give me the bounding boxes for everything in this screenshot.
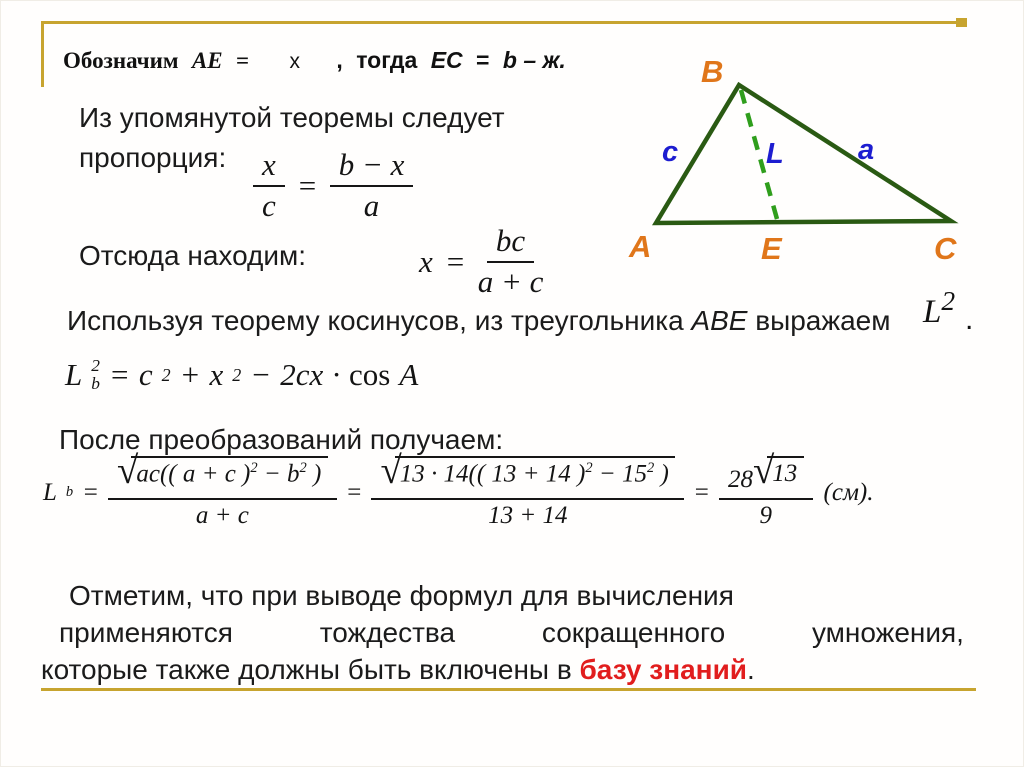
- radical-expression: [371, 449, 684, 500]
- cosine-formula: [65, 357, 418, 393]
- note-line-1: Отметим, что при выводе формул для вычисления: [69, 580, 734, 611]
- math-token: c: [138, 357, 153, 393]
- fraction: [371, 449, 684, 529]
- radical-expression: [719, 449, 813, 500]
- math-token: 2cx: [280, 357, 324, 393]
- intro-line-1: Из упомянутой теоремы следует: [79, 102, 505, 133]
- math-token: 28: [727, 466, 753, 493]
- math-token: cos: [348, 357, 391, 393]
- triangle-figure: [606, 49, 986, 269]
- side-label-c: c: [662, 136, 679, 168]
- radical-sign: √: [117, 449, 139, 493]
- sup-sub-stack: [91, 357, 100, 393]
- triangle-outline: [656, 85, 951, 223]
- bisector-label: L: [766, 138, 784, 170]
- proportion-formula: [253, 149, 413, 222]
- x-formula: [419, 225, 543, 298]
- math-token: =: [296, 167, 318, 203]
- math-token: L: [65, 357, 83, 393]
- vertex-label-c: C: [934, 231, 957, 266]
- radicand: [395, 456, 675, 488]
- fraction: [478, 225, 544, 298]
- b-minus-expression: b – ж.: [502, 47, 566, 73]
- vertex-label-a: A: [629, 229, 652, 264]
- radical-sign: √: [380, 449, 402, 493]
- math-token: b: [65, 484, 74, 500]
- note-word: умножения,: [811, 617, 964, 648]
- math-token: 2: [91, 356, 100, 375]
- note-line-3: [41, 653, 755, 687]
- note-text: которые также должны быть включены в: [41, 654, 580, 685]
- lb-squared-overlay: [923, 284, 955, 333]
- top-gold-rule: [41, 21, 965, 24]
- math-token: c: [262, 187, 276, 223]
- side-label-a: a: [858, 134, 875, 166]
- math-token: =: [693, 478, 710, 506]
- math-token: bc: [487, 225, 534, 263]
- note-word: тождества: [319, 617, 456, 648]
- definition-lead: Обозначим: [63, 48, 179, 73]
- math-token: 13 + 14: [488, 501, 568, 529]
- math-token: a + c: [195, 501, 249, 529]
- comma: ,: [336, 47, 343, 73]
- cosine-intro-line: [67, 285, 1007, 338]
- note-line-2: [59, 616, 964, 650]
- equals-sign-2: =: [476, 47, 490, 73]
- radical-sign: √: [752, 449, 775, 493]
- top-gold-rule-cap: [956, 18, 967, 27]
- math-token: 2: [161, 364, 171, 385]
- segment-ae: AE: [191, 48, 223, 73]
- math-token: L: [43, 478, 57, 506]
- radicand: [131, 456, 327, 488]
- math-token: L: [923, 294, 942, 330]
- conclusion-label: Отсюда находим:: [79, 240, 307, 271]
- math-token: x: [209, 357, 224, 393]
- math-token: b − x: [330, 149, 414, 187]
- square-root: [117, 449, 328, 495]
- units-label: (см).: [823, 478, 874, 506]
- math-token: −: [250, 357, 272, 393]
- result-formula: [43, 449, 874, 529]
- fraction: [719, 449, 813, 529]
- cosine-intro-text-end: выражаем: [747, 305, 891, 336]
- math-token: 2: [585, 460, 593, 476]
- math-token: 2: [250, 460, 258, 476]
- math-token: x: [253, 149, 285, 187]
- note-period: .: [747, 654, 755, 685]
- math-token: b: [91, 374, 100, 394]
- cosine-intro-text: Используя теорему косинусов, из треугольника: [67, 305, 692, 336]
- math-token: 2: [941, 285, 956, 316]
- math-token: 9: [759, 501, 772, 529]
- math-token: 13 · 14(( 13 + 14 ): [399, 460, 586, 488]
- math-token: a: [363, 187, 380, 223]
- math-token: a + c: [477, 263, 544, 299]
- knowledge-base-highlight: базу знаний: [579, 654, 748, 685]
- fraction: [253, 149, 285, 222]
- math-token: ): [306, 460, 322, 488]
- math-token: +: [179, 357, 201, 393]
- vertex-label-e: E: [761, 231, 782, 266]
- math-token: − 15: [592, 460, 648, 488]
- transform-label: После преобразований получаем:: [59, 424, 504, 455]
- math-token: ): [654, 460, 669, 488]
- radical-expression: [108, 449, 337, 500]
- radicand: 13: [767, 456, 803, 487]
- fraction: [108, 449, 337, 529]
- x-value: х: [289, 50, 301, 73]
- bottom-gold-rule: [41, 688, 976, 691]
- math-token: =: [444, 243, 466, 279]
- fraction: [330, 149, 414, 222]
- note-word: применяются: [59, 617, 233, 648]
- math-token: A: [399, 357, 419, 393]
- definition-line: [63, 47, 566, 74]
- math-token: =: [108, 357, 130, 393]
- math-token: 2: [232, 364, 242, 385]
- math-token: =: [345, 478, 363, 506]
- math-token: 2: [647, 460, 655, 476]
- left-gold-rule: [41, 21, 44, 87]
- intro-line-2: пропорция:: [79, 142, 227, 173]
- math-token: =: [82, 478, 100, 506]
- math-token: 2: [299, 460, 307, 476]
- triangle-svg: [606, 49, 986, 269]
- equals-sign: =: [236, 48, 250, 73]
- triangle-name-abe: ABE: [691, 305, 748, 336]
- segment-ec: EC: [430, 47, 463, 73]
- square-root: [752, 449, 804, 495]
- then-word: тогда: [356, 47, 418, 73]
- note-word: сокращенного: [541, 617, 726, 648]
- math-token: − b: [257, 460, 300, 488]
- math-token: x: [419, 243, 433, 279]
- math-token: ·: [332, 357, 340, 393]
- square-root: [380, 449, 675, 495]
- vertex-label-b: B: [701, 54, 724, 89]
- period-after-lb: .: [965, 303, 974, 336]
- math-token: ac(( a + c ): [136, 460, 251, 488]
